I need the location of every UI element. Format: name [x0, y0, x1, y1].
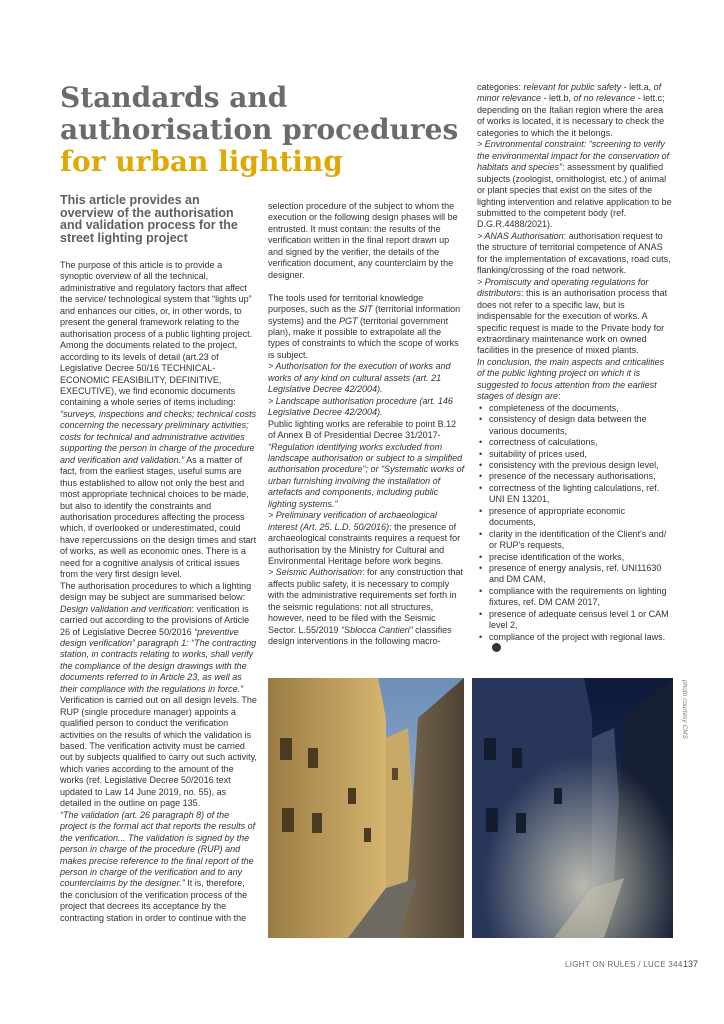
- list-item: [477, 632, 673, 655]
- paragraph: [268, 361, 465, 395]
- text-run-italic: In conclusion, the main aspects and criticalities of the public lighting project on which it is suggested to focus attention from the earliest stages of design are: [477, 356, 665, 402]
- title-line-1: Standards and: [60, 81, 288, 114]
- text-run: As a matter of fact, from the earliest stages, useful sums are thus established to allow not only the best and most appropriate technical choices to be made, but also to identify the constraints and authorisation procedures affecting the process which, if overlooked or underestimated, could have repercussions on the design times and start of works, as well as economic ones. There is a need for a cognitive analysis of critical issues from the very first design level.: [60, 454, 257, 580]
- list-item: • correctness of calculations,: [477, 437, 673, 448]
- text-run-italic: PGT: [339, 315, 358, 326]
- text-run: :: [558, 391, 561, 402]
- list-item: • presence of the necessary authorisations,: [477, 471, 673, 482]
- text-run-italic: > Environmental constraint: “screening to verify the environmental impact for the conservation of habitats and species”: [477, 139, 670, 173]
- text-run: (territorial information systems) and the: [268, 304, 461, 326]
- alley-night-photo: [472, 678, 673, 938]
- text-run-italic: “Regulation identifying works excluded from landscape authorisation or subject to a simplified authorisation procedure”; or “Systematic works of urban furnishing involving the installation of artefacts and components, including public lighting systems.”: [268, 441, 465, 509]
- paragraph: [268, 396, 465, 511]
- list-item: • presence of appropriate economic documents,: [477, 506, 673, 529]
- text-run: classifies design interventions in the following macro-: [268, 624, 452, 647]
- title-line-2: authorisation procedures: [60, 113, 459, 146]
- criticalities-list: [477, 403, 673, 655]
- list-item: • consistency with the previous design level,: [477, 460, 673, 471]
- text-column-2: [268, 201, 465, 648]
- text-column-3: [477, 82, 673, 655]
- text-run: Public lighting works are referable to point B.12 of Annex B of Presidential Decree 31/2017-: [268, 418, 457, 441]
- text-run: : assessment by qualified subjects (zoologist, ornithologist, etc.) of animal or plant species that exist on the sites of the lighting intervention and relative application to be submitted to the competent body (ref. D.G.R.4488/2021).: [477, 162, 672, 230]
- text-run-italic: > Preliminary verification of archaeological interest (Art. 25. L.D. 50/2016): [268, 510, 437, 532]
- paragraph: [477, 357, 673, 403]
- article-lead: This article provides an overview of the authorisation and validation process for the street lighting project: [60, 193, 238, 245]
- text-run-italic: SIT: [358, 304, 373, 315]
- text-run-italic: > ANAS Authorisation: [477, 230, 564, 241]
- list-item: • completeness of the documents,: [477, 403, 673, 414]
- text-run: The tools used for territorial knowledge purposes, such as the: [268, 292, 424, 315]
- text-run-italic: of minor relevance: [477, 82, 662, 104]
- paragraph: [477, 82, 673, 139]
- photo-credit-text: photo courtesy CMS: [681, 680, 688, 739]
- running-footer: LIGHT ON RULES / LUCE 344: [565, 960, 683, 969]
- list-item: • clarity in the identification of the Client's and/ or RUP's requests,: [477, 529, 673, 552]
- text-run-italic: > Seismic Authorisation: [268, 567, 362, 578]
- paragraph: [60, 604, 257, 810]
- text-run-italic: > Promiscuity and operating regulations for distributors: [477, 276, 649, 299]
- end-of-article-mark-icon: [492, 643, 501, 652]
- text-run: (territorial government plan), make it possible to extrapolate all the types of constraints to which the scope of works is subject.: [268, 315, 459, 360]
- paragraph: [477, 231, 673, 277]
- text-run: : authorisation request to the structure of territorial competence of ANAS for the implementation of excavations, road cuts, flanking/crossing of the road network.: [477, 230, 671, 276]
- text-run: The purpose of this article is to provide a synoptic overview of all the technical, administrative and regulatory factors that affect the service/ technological system that “lights up” and enhances our cities, or, in other words, to present the general framework relating to the authorisation process of a public lighting project. Among the documents related to the project, according to its levels of detail (art.23 of Legislative Decree 50/16 TECHNICAL-ECONOMIC FEASIBILITY, DEFINITIVE, EXECUTIVE), we find economic documents containing a whole series of items including:: [60, 260, 253, 408]
- alley-night-illustration: [472, 678, 673, 938]
- alley-daytime-illustration: [268, 678, 464, 938]
- paragraph: The authorisation procedures to which a lighting design may be subject are summarised below:: [60, 580, 252, 603]
- paragraph: [60, 810, 257, 925]
- paragraph: [268, 510, 465, 567]
- paragraph: [477, 277, 673, 357]
- paragraph: [60, 260, 257, 581]
- list-item: • compliance with the requirements on lighting fixtures, ref. DM CAM 2017,: [477, 586, 673, 609]
- text-run-italic: “surveys, inspections and checks; technical costs concerning the necessary preliminary activities; costs for technical and administrative activities supporting the person in charge of the procedure and verification and validation.”: [60, 408, 257, 465]
- text-run: - lett.c; depending on the Italian region where the area of works is located, it is necessary to check the categories to which the it belongs.: [477, 93, 665, 138]
- text-run: : verification is carried out according to the provisions of Article 26 of Legislative Decree 50/2016: [60, 603, 250, 637]
- text-run: - lett.a,: [621, 82, 654, 92]
- text-run-italic: relevant for public safety: [523, 82, 622, 92]
- list-item: • presence of energy analysis, ref. UNI11630 and DM CAM,: [477, 563, 673, 586]
- title-line-3: for urban lighting: [60, 145, 343, 178]
- text-run-italic: of no relevance: [573, 93, 636, 104]
- text-run: : for any construction that affects public safety, it is necessary to comply with the administrative requirements set forth in the seismic regulations: not all structures, however, need to be filed with the Seismic Sector. L.55/2019: [268, 567, 464, 635]
- alley-daytime-photo: [268, 678, 464, 938]
- list-item: • correctness of the lighting calculations, ref. UNI EN 13201,: [477, 483, 673, 506]
- list-item: • suitability of prices used,: [477, 449, 673, 460]
- text-run: - lett.b,: [541, 93, 574, 104]
- list-item-text: compliance of the project with regional laws.: [489, 631, 666, 642]
- paragraph: selection procedure of the subject to whom the execution or the following design phases will be entrusted. It must contain: the results of the verification written in the final report drawn up and signed by the verifier, the details of the verification document, any counterclaim by the designer.: [268, 201, 458, 280]
- paragraph: [477, 139, 673, 231]
- paragraph: [268, 567, 465, 647]
- page-number: 137: [683, 959, 699, 969]
- list-item: • presence of adequate census level 1 or CAM level 2,: [477, 609, 673, 632]
- text-run-italic: “Sblocca Cantieri”: [341, 624, 413, 635]
- paragraph: [268, 293, 465, 362]
- photo-credit: [680, 680, 690, 760]
- text-run: Verification is carried out on all design levels. The RUP (single procedure manager) appoints a qualified person to conduct the verification activities on the results of which the validation is based. The verification activity must be carried out by subjects qualified to carry out such activity, which varies according to the amount of the works (ref. Legislative Decree 50/2016 text updated to Law 14 June 2019, no. 55), as detailed in the outline on page 135.: [60, 695, 257, 809]
- list-item: • consistency of design data between the various documents,: [477, 414, 673, 437]
- text-run: : the presence of archaeological constraints requires a request for authorisation by the Ministry for Cultural and Environmental Heritage before work begins.: [268, 521, 461, 567]
- text-run: : this is an authorisation process that does not refer to a specific law, but is indispensable for the execution of works. A specific request is made to the Private body for extraordinary maintenance work on owned facilities in the presence of mixed plants.: [477, 288, 668, 356]
- list-item: • precise identification of the works,: [477, 552, 673, 563]
- text-run-italic: > Landscape authorisation procedure (art. 146 Legislative Decree 42/2004).: [268, 395, 453, 418]
- text-run: categories:: [477, 82, 524, 92]
- text-run-italic: “preventive design verification” paragraph 1: “The contracting station, in contracts relating to works, shall verify the compliance of the design drawings with the documents referred to in Article 23, as well as their compliance with the regulations in force.”: [60, 626, 257, 694]
- text-run-italic: Design validation and verification: [60, 603, 192, 614]
- text-run-italic: > Authorisation for the execution of works and works of any kind on cultural assets (art. 21 Legislative Decree 42/2004).: [268, 361, 451, 395]
- paragraph-gap: [268, 281, 465, 292]
- text-column-1: [60, 260, 257, 924]
- text-run-italic: “The validation (art. 26 paragraph 8) of the project is the formal act that reports the results of the verification... The validation is signed by the person in charge of the procedure (RUP) and makes precise reference to the final report of the person in charge of the verification and to any counterclaims by the designer.”: [60, 809, 256, 889]
- text-run: It is, therefore, the conclusion of the verification process of the project that decrees its acceptance by the contracting station in order to continue with the: [60, 878, 248, 923]
- article-title: [60, 82, 460, 178]
